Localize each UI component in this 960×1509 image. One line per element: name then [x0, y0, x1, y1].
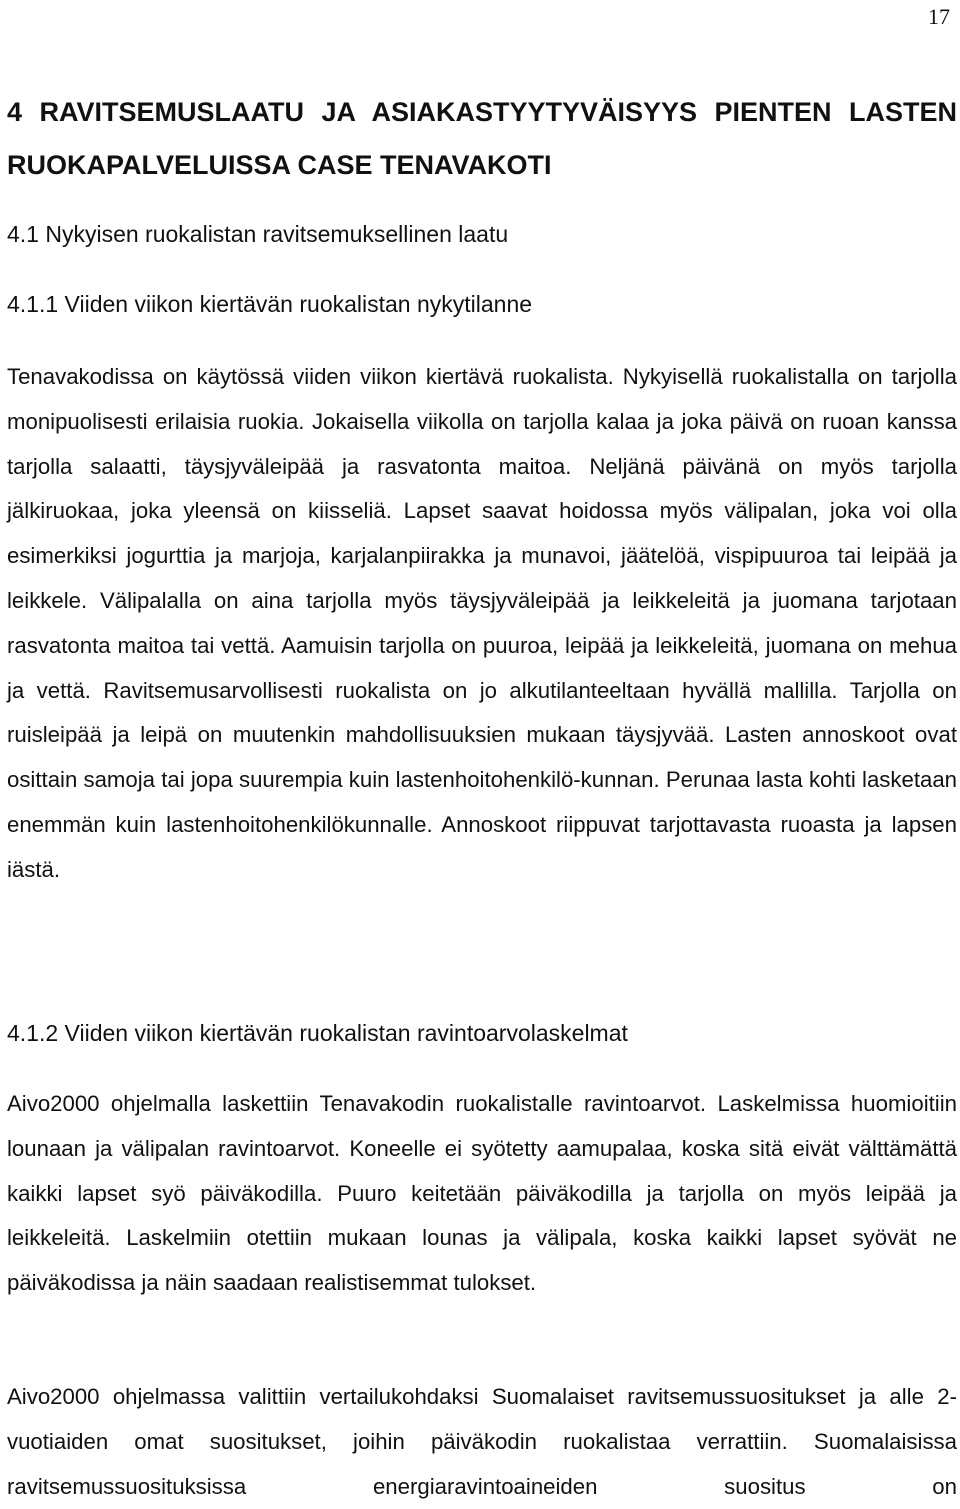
chapter-heading: 4 RAVITSEMUSLAATU JA ASIAKASTYYTYVÄISYYS PIENTEN LASTEN RUOKAPALVELUISSA CASE TENAVAKOTI	[7, 97, 957, 180]
paragraph-nutrition-calc: Aivo2000 ohjelmalla laskettiin Tenavakodin ruokalistalle ravintoarvot. Laskelmissa huomioitiin lounaan ja välipalan ravintoarvot. Koneelle ei syötetty aamupalaa, koska sitä eivät välttämättä kaikki lapset syö päiväkodilla. Puuro keitetään päiväkodilla ja tarjolla on myös leipää ja leikkeleitä. Laskelmiin otettiin mukaan lounas ja välipala, koska kaikki lapset syövät ne päiväkodissa ja näin saadaan realistisemmat tulokset.	[7, 1091, 957, 1296]
paragraph-recommendations: Aivo2000 ohjelmassa valittiin vertailukohdaksi Suomalaiset ravitsemussuositukset ja alle 2-vuotiaiden omat suositukset, joihin päiväkodin ruokalistaa verrattiin. Suomalaisissa ravitsemussuosituksissa energiaravintoaineiden suositus on	[7, 1384, 957, 1499]
section-heading: 4.1 Nykyisen ruokalistan ravitsemuksellinen laatu	[7, 221, 509, 247]
paragraph-menu-status: Tenavakodissa on käytössä viiden viikon kiertävä ruokalista. Nykyisellä ruokalistalla on tarjolla monipuolisesti erilaisia ruokia. Jokaisella viikolla on tarjolla kalaa ja joka päivä on ruoan kanssa tarjolla salaatti, täysjyväleipää ja rasvatonta maitoa. Neljänä päivänä on myös tarjolla jälkiruokaa, joka yleensä on kiisseliä. Lapset saavat hoidossa myös välipalan, joka voi olla esimerkiksi jogurttia ja marjoja, karjalanpiirakka ja munavoi, jäätelöä, vispipuuroa tai leipää ja leikkele. Välipalalla on aina tarjolla myös täysjyväleipää ja leikkeleitä ja juomana tarjotaan rasvatonta maitoa tai vettä. Aamuisin tarjolla on puuroa, leipää ja leikkeleitä, juomana on mehua ja vettä. Ravitsemusarvollisesti ruokalista on jo alkutilanteeltaan hyvällä mallilla. Tarjolla on ruisleipää ja leipä on muutenkin mahdollisuuksien mukaan täysjyvää. Lasten annoskoot ovat osittain samoja tai jopa suurempia kuin lastenhoitohenkilö-kunnan. Perunaa lasta kohti lasketaan enemmän kuin lastenhoitohenkilökunnalle. Annoskoot riippuvat tarjottavasta ruoasta ja lapsen iästä.	[7, 364, 957, 882]
subsection-heading-2: 4.1.2 Viiden viikon kiertävän ruokalistan ravintoarvolaskelmat	[7, 1020, 628, 1046]
page-number: 17	[928, 4, 950, 29]
subsection-heading: 4.1.1 Viiden viikon kiertävän ruokalistan nykytilanne	[7, 291, 533, 317]
